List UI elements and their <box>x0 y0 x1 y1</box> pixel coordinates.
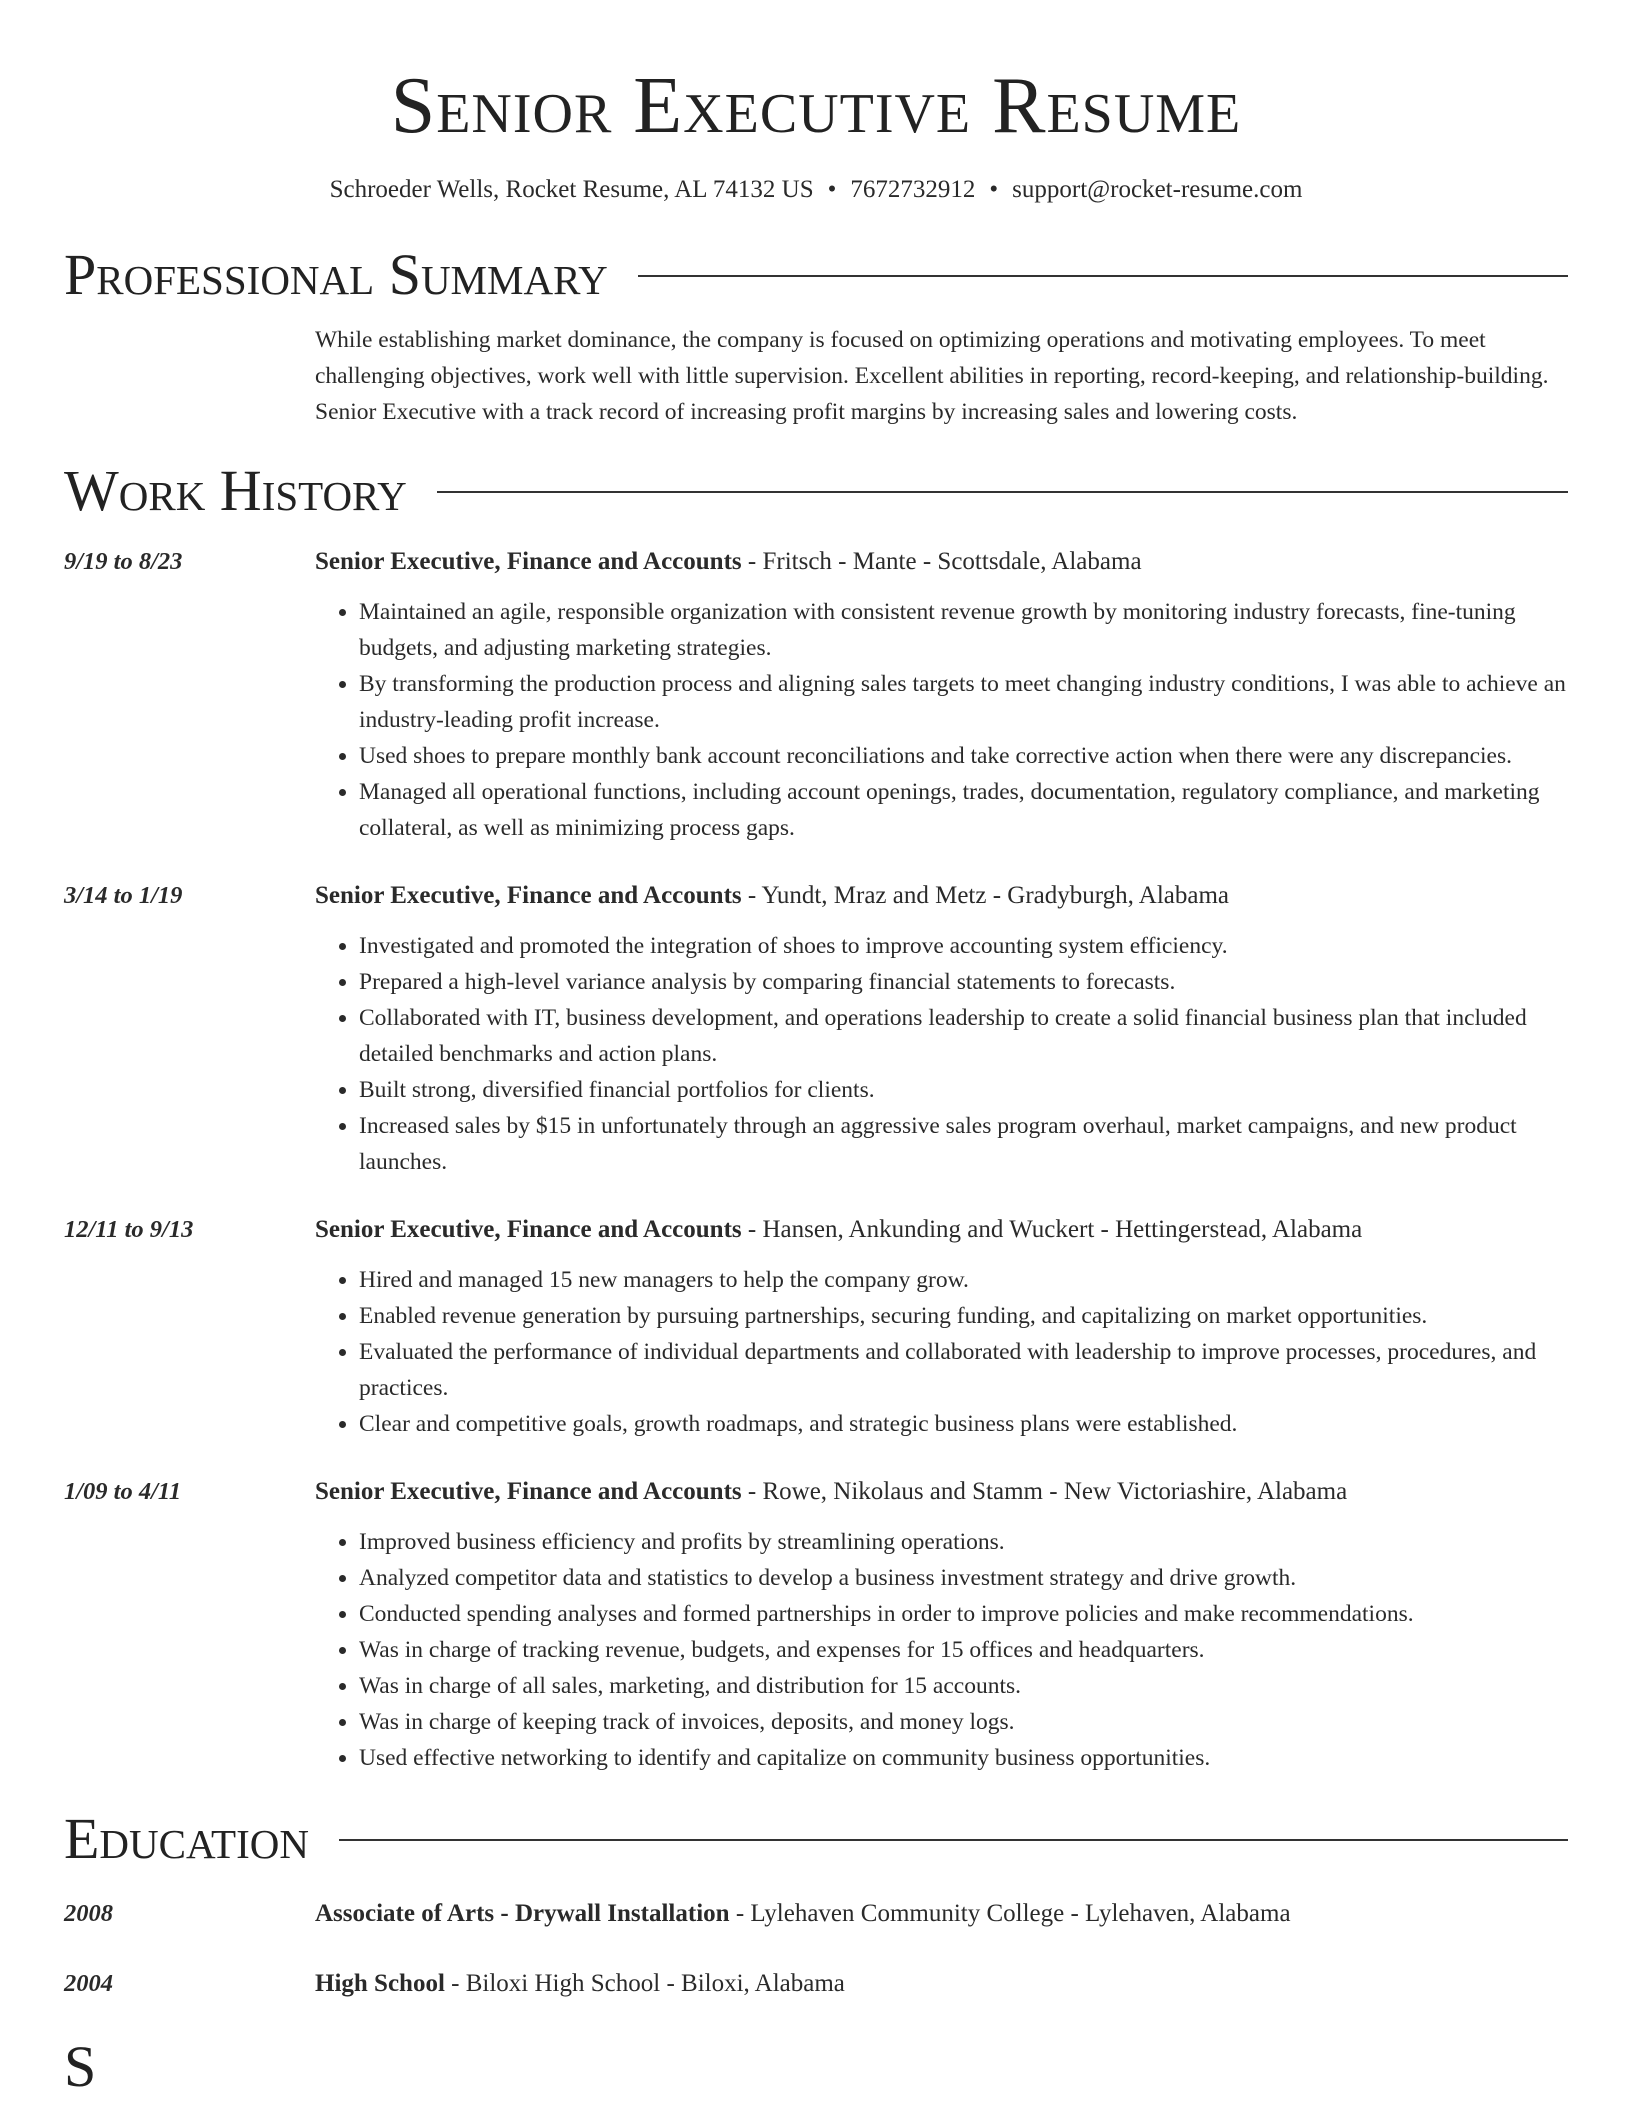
job-bullets <box>315 594 1568 846</box>
job-bullet: • Analyzed competitor data and statistics to develop a business investment strategy and drive growth. <box>359 1560 1568 1596</box>
job-bullet: • Maintained an agile, responsible organization with consistent revenue growth by monitoring industry forecasts, fine-tuning budgets, and adjusting marketing strategies. <box>359 594 1568 666</box>
job-title-line <box>315 1212 1568 1248</box>
job-dates: 1/09 to 4/11 <box>64 1478 182 1505</box>
job-bullet: • Hired and managed 15 new managers to help the company grow. <box>359 1262 1568 1298</box>
job-title-line <box>315 878 1568 914</box>
job-entry <box>64 1474 1568 1776</box>
work-section-header <box>64 458 1568 524</box>
summary-text: While establishing market dominance, the company is focused on optimizing operations and motivating employees. To meet challenging objectives, work well with little supervision. Excellent abilities in reporting, record-keeping, and relationship-building. Senior Executive with a track record of increasing profit margins by increasing sales and lowering costs. <box>315 327 1549 425</box>
job-title: Senior Executive, Finance and Accounts <box>315 1216 742 1243</box>
job-bullets <box>315 928 1568 1180</box>
job-employer: - Yundt, Mraz and Metz - Gradyburgh, Alabama <box>741 882 1230 909</box>
job-bullet: • Increased sales by $15 in unfortunately through an aggressive sales program overhaul, market campaigns, and new product launches. <box>359 1108 1568 1180</box>
education-details <box>315 1966 1568 2002</box>
education-year: 2004 <box>64 1970 113 1997</box>
education-details <box>315 1896 1568 1932</box>
job-details <box>315 1212 1568 1442</box>
contact-phone: 7672732912 <box>850 176 976 203</box>
job-bullet: • By transforming the production process and aligning sales targets to meet changing industry conditions, I was able to achieve an industry-leading profit increase. <box>359 666 1568 738</box>
job-bullet: • Evaluated the performance of individual departments and collaborated with leadership to improve processes, procedures, and practices. <box>359 1334 1568 1406</box>
job-bullets <box>315 1262 1568 1442</box>
job-dates: 9/19 to 8/23 <box>64 548 183 575</box>
education-year: 2008 <box>64 1900 113 1927</box>
work-heading: Work History <box>64 458 407 523</box>
job-title-line <box>315 544 1568 580</box>
job-bullets <box>315 1524 1568 1776</box>
job-bullet: • Investigated and promoted the integration of shoes to improve accounting system efficiency. <box>359 928 1568 964</box>
contact-line <box>64 174 1568 206</box>
job-details <box>315 544 1568 846</box>
job-bullet: • Improved business efficiency and profits by streamlining operations. <box>359 1524 1568 1560</box>
job-bullet: • Conducted spending analyses and formed partnerships in order to improve policies and make recommendations. <box>359 1596 1568 1632</box>
job-bullet: • Clear and competitive goals, growth roadmaps, and strategic business plans were established. <box>359 1406 1568 1442</box>
page-title: Senior Executive Resume <box>390 62 1242 150</box>
job-bullet: • Used effective networking to identify and capitalize on community business opportunities. <box>359 1740 1568 1776</box>
resume-page <box>64 0 1568 2100</box>
education-list <box>64 1896 1568 2002</box>
job-bullet: • Enabled revenue generation by pursuing partnerships, securing funding, and capitalizing on market opportunities. <box>359 1298 1568 1334</box>
education-degree: High School <box>315 1970 445 1997</box>
education-section-header <box>64 1806 1568 1872</box>
job-details <box>315 878 1568 1180</box>
contact-separator: • <box>827 176 837 203</box>
education-entry <box>64 1896 1568 1932</box>
job-bullet: • Managed all operational functions, including account openings, trades, documentation, regulatory compliance, and marketing collateral, as well as minimizing process gaps. <box>359 774 1568 846</box>
job-dates: 12/11 to 9/13 <box>64 1216 194 1243</box>
job-bullet: • Collaborated with IT, business development, and operations leadership to create a solid financial business plan that included detailed benchmarks and action plans. <box>359 1000 1568 1072</box>
job-title: Senior Executive, Finance and Accounts <box>315 882 742 909</box>
job-title: Senior Executive, Finance and Accounts <box>315 548 742 575</box>
job-dates: 3/14 to 1/19 <box>64 882 183 909</box>
next-section-heading-partial: S <box>64 2034 97 2099</box>
section-divider <box>437 491 1568 493</box>
contact-separator: • <box>989 176 999 203</box>
section-divider <box>339 1839 1568 1841</box>
summary-section-header <box>64 242 1568 308</box>
job-details <box>315 1474 1568 1776</box>
section-divider <box>638 275 1568 277</box>
education-school: - Lylehaven Community College - Lylehaven, Alabama <box>729 1900 1291 1927</box>
contact-address: Schroeder Wells, Rocket Resume, AL 74132 US <box>329 176 814 203</box>
education-degree: Associate of Arts - Drywall Installation <box>315 1900 730 1927</box>
job-bullet: • Was in charge of all sales, marketing, and distribution for 15 accounts. <box>359 1668 1568 1704</box>
job-entry <box>64 1212 1568 1442</box>
job-employer: - Hansen, Ankunding and Wuckert - Hettingerstead, Alabama <box>741 1216 1363 1243</box>
job-bullet: • Was in charge of tracking revenue, budgets, and expenses for 15 offices and headquarters. <box>359 1632 1568 1668</box>
job-title: Senior Executive, Finance and Accounts <box>315 1478 742 1505</box>
job-entry <box>64 878 1568 1180</box>
job-title-line <box>315 1474 1568 1510</box>
education-entry <box>64 1966 1568 2002</box>
job-bullet: • Built strong, diversified financial portfolios for clients. <box>359 1072 1568 1108</box>
summary-heading: Professional Summary <box>64 242 608 307</box>
education-heading: Education <box>64 1806 309 1871</box>
job-bullet: • Prepared a high-level variance analysis by comparing financial statements to forecasts. <box>359 964 1568 1000</box>
job-employer: - Fritsch - Mante - Scottsdale, Alabama <box>741 548 1142 575</box>
job-employer: - Rowe, Nikolaus and Stamm - New Victoriashire, Alabama <box>741 1478 1348 1505</box>
job-bullet: • Was in charge of keeping track of invoices, deposits, and money logs. <box>359 1704 1568 1740</box>
job-bullet: • Used shoes to prepare monthly bank account reconciliations and take corrective action when there were any discrepancies. <box>359 738 1568 774</box>
contact-email: support@rocket-resume.com <box>1012 176 1303 203</box>
work-history-list <box>64 544 1568 1776</box>
job-entry <box>64 544 1568 846</box>
education-school: - Biloxi High School - Biloxi, Alabama <box>444 1970 845 1997</box>
